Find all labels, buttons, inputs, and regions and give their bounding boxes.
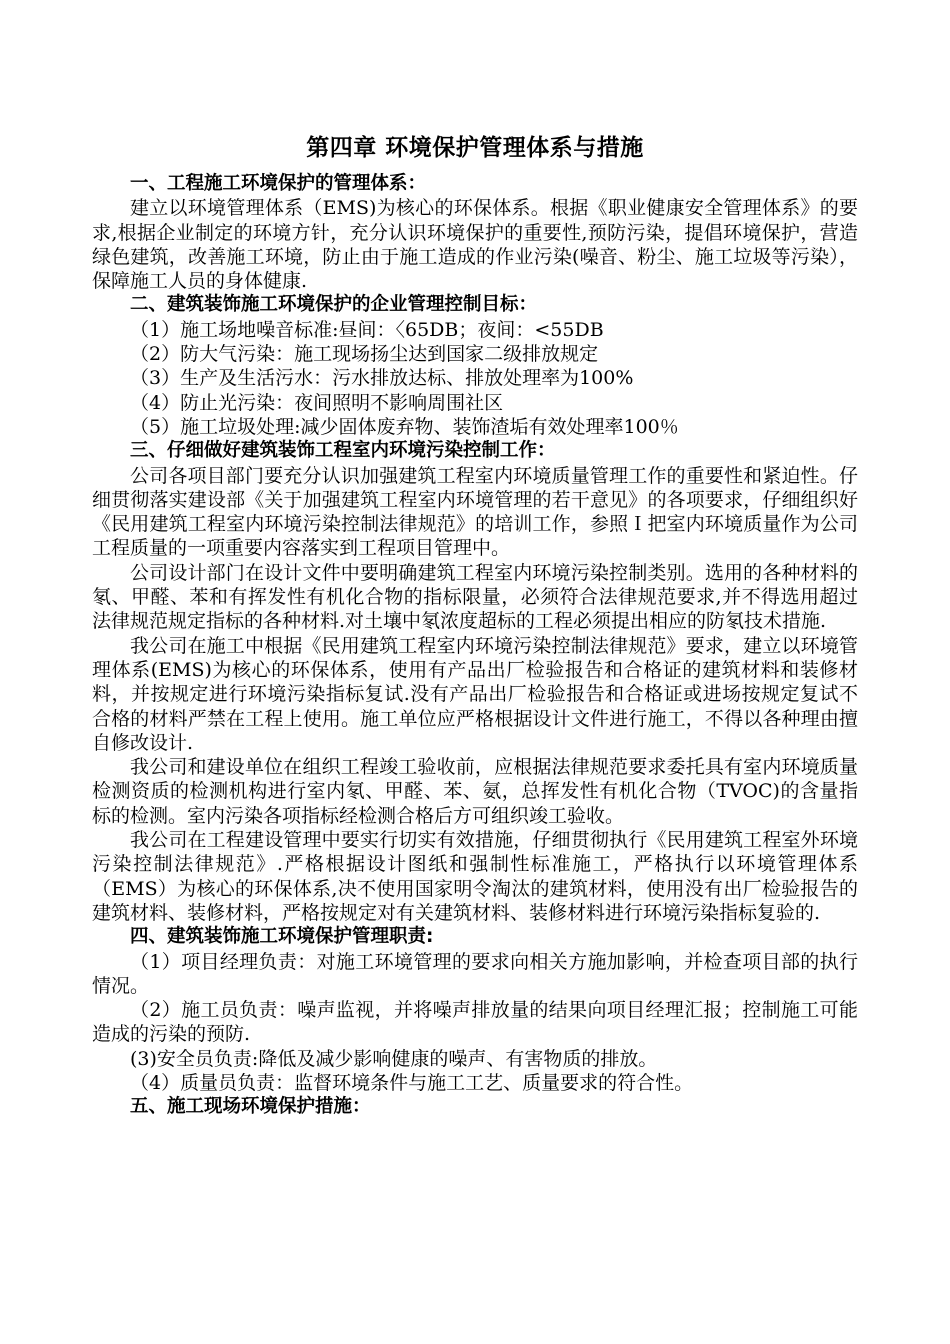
page-title: 第四章 环境保护管理体系与措施 — [306, 135, 644, 161]
paragraph: 建立以环境管理体系（EMS)为核心的环保体系。根据《职业健康安全管理体系》的要求,根据企业制定的环境方针，充分认识环境保护的重要性,预防污染，提倡环境保护，营造绿色建筑，改善施工环境，防止由于施工造成的作业污染(噪音、粉尘、施工垃圾等污染），保障施工人员的身体健康. — [92, 197, 858, 293]
paragraph: 公司设计部门在设计文件中要明确建筑工程室内环境污染控制类别。选用的各种材料的氡、甲醛、苯和有挥发性有机化合物的指标限量，必须符合法律规范要求,并不得选用超过法律规范规定指标的各种材料.对土壤中氡浓度超标的工程必须提出相应的防氡技术措施. — [92, 561, 858, 633]
document-page — [92, 128, 858, 1120]
list-item: （1）施工场地噪音标准:昼间：〈65DB；夜间：<55DB — [130, 318, 604, 341]
section-heading-2: 二、建筑装饰施工环境保护的企业管理控制目标： — [130, 294, 538, 316]
list-item: （2）施工员负责：噪声监视，并将噪声排放量的结果向项目经理汇报；控制施工可能造成的污染的预防. — [92, 999, 858, 1046]
list-item: （2）防大气污染：施工现场扬尘达到国家二级排放规定 — [130, 343, 599, 366]
paragraph: 公司各项目部门要充分认识加强建筑工程室内环境质量管理工作的重要性和紧迫性。仔细贯彻落实建设部《关于加强建筑工程室内环境管理的若干意见》的各项要求，仔细组织好《民用建筑工程室内环境污染控制法律规范》的培训工作，参照Ｉ把室内环境质量作为公司工程质量的一项重要内容落实到工程项目管理中。 — [92, 464, 858, 560]
list-item: （4）防止光污染：夜间照明不影响周围社区 — [130, 391, 504, 414]
section-heading-3: 三、仔细做好建筑装饰工程室内环境污染控制工作： — [130, 440, 556, 462]
list-item: (3)安全员负责:降低及减少影响健康的噪声、有害物质的排放。 — [130, 1047, 658, 1070]
list-item: （1）项目经理负责：对施工环境管理的要求向相关方施加影响，并检查项目部的执行情况。 — [92, 950, 858, 997]
section-heading-1: 一、工程施工环境保护的管理体系： — [130, 173, 427, 194]
section-heading-5: 五、施工现场环境保护措施： — [130, 1096, 371, 1118]
list-item: （5）施工垃圾处理:减少固体废弃物、装饰渣垢有效处理率100％ — [130, 415, 679, 438]
section-heading-4: 四、建筑装饰施工环境保护管理职责: — [130, 926, 434, 948]
paragraph: 我公司在工程建设管理中要实行切实有效措施，仔细贯彻执行《民用建筑工程室外环境污染控制法律规范》.严格根据设计图纸和强制性标准施工，严格执行以环境管理体系（EMS）为核心的环保体系,决不使用国家明令淘汰的建筑材料，使用没有出厂检验报告的建筑材料、装修材料，严格按规定对有关建筑材料、装修材料进行环境污染指标复验的. — [92, 829, 858, 924]
list-item: （3）生产及生活污水：污水排放达标、排放处理率为100% — [130, 367, 634, 390]
paragraph: 我公司在施工中根据《民用建筑工程室内环境污染控制法律规范》要求，建立以环境管理体系(EMS)为核心的环保体系，使用有产品出厂检验报告和合格证的建筑材料和装修材料，并按规定进行环境污染指标复试.没有产品出厂检验报告和合格证或进场按规定复试不合格的材料严禁在工程上使用。施工单位应严格根据设计文件进行施工，不得以各种理由擅自修改设计. — [92, 634, 858, 754]
list-item: （4）质量员负责：监督环境条件与施工工艺、质量要求的符合性。 — [130, 1071, 694, 1094]
paragraph: 我公司和建设单位在组织工程竣工验收前，应根据法律规范要求委托具有室内环境质量检测资质的检测机构进行室内氡、甲醛、苯、氨，总挥发性有机化合物（TVOC)的含量指标的检测。室内污染各项指标经检测合格后方可组织竣工验收。 — [92, 756, 858, 827]
